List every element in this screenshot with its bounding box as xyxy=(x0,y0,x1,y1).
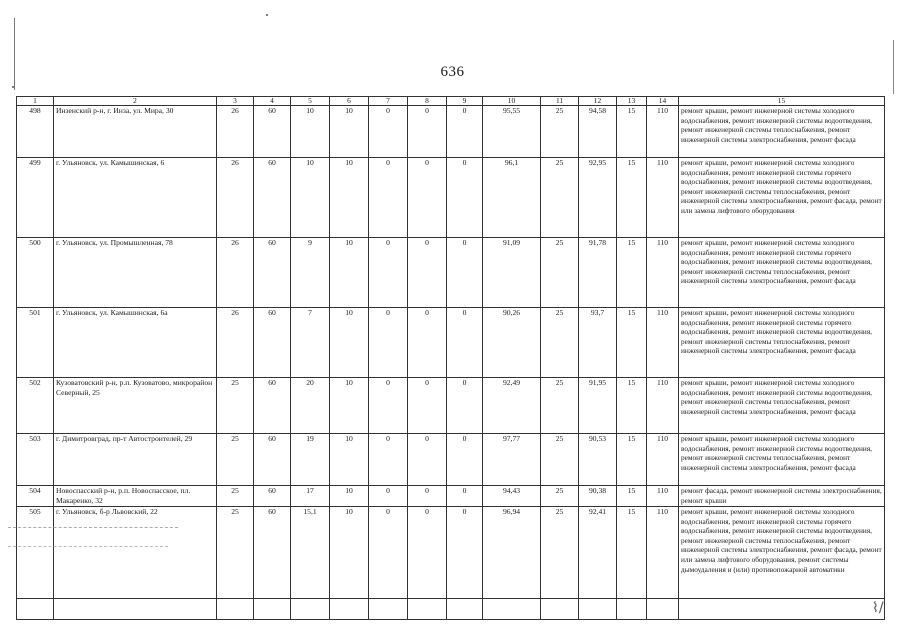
value-cell-col-5: 10 xyxy=(291,106,330,158)
value-cell-col-12: 94,58 xyxy=(579,106,617,158)
value-cell-col-9: 0 xyxy=(447,507,483,599)
value-cell-col-7: 0 xyxy=(369,507,408,599)
value-cell-col-8: 0 xyxy=(408,378,447,434)
value-cell-col-14: 110 xyxy=(647,158,679,238)
value-cell-col-13: 15 xyxy=(617,486,647,507)
row-number: 499 xyxy=(17,158,54,238)
value-cell-col-12: 91,78 xyxy=(579,238,617,308)
address-cell: г. Ульяновск, ул. Промышленная, 78 xyxy=(54,238,217,308)
value-cell-col-11: 25 xyxy=(541,378,579,434)
value-cell-col-14: 110 xyxy=(647,378,679,434)
value-cell-col-13: 15 xyxy=(617,158,647,238)
value-cell-col-7: 0 xyxy=(369,308,408,378)
table-row xyxy=(17,106,885,158)
value-cell-col-10: 96,1 xyxy=(483,158,541,238)
value-cell-col-10: 90,26 xyxy=(483,308,541,378)
row-number: 504 xyxy=(17,486,54,507)
value-cell-col-8: 0 xyxy=(408,308,447,378)
value-cell-col-7: 0 xyxy=(369,434,408,486)
column-header-11: 11 xyxy=(541,97,579,106)
table-row xyxy=(17,238,885,308)
value-cell-col-6: 10 xyxy=(330,238,369,308)
value-cell-col-3: 25 xyxy=(217,378,254,434)
value-cell-col-8: 0 xyxy=(408,507,447,599)
value-cell-col-13: 15 xyxy=(617,238,647,308)
works-list-cell: ремонт фасада, ремонт инженерной системы электроснабжения, ремонт крыши xyxy=(679,486,885,507)
value-cell-col-5: 17 xyxy=(291,486,330,507)
works-list-cell: ремонт крыши, ремонт инженерной системы холодного водоснабжения, ремонт инженерной системы горячего водоснабжения, ремонт инженерной системы водоотведения, ремонт инженерной системы теплоснабжения, ремонт инженерной системы электроснабжения, ремонт фасада xyxy=(679,238,885,308)
column-header-9: 9 xyxy=(447,97,483,106)
column-header-6: 6 xyxy=(330,97,369,106)
value-cell-col-4: 60 xyxy=(254,434,291,486)
value-cell-col-13: 15 xyxy=(617,507,647,599)
column-header-2: 2 xyxy=(54,97,217,106)
value-cell-col-12: 92,95 xyxy=(579,158,617,238)
row-number: 498 xyxy=(17,106,54,158)
value-cell-col-3: 26 xyxy=(217,308,254,378)
blank-cell xyxy=(369,599,408,620)
value-cell-col-14: 110 xyxy=(647,238,679,308)
value-cell-col-11: 25 xyxy=(541,106,579,158)
column-header-10: 10 xyxy=(483,97,541,106)
value-cell-col-10: 97,77 xyxy=(483,434,541,486)
value-cell-col-8: 0 xyxy=(408,158,447,238)
column-header-15: 15 xyxy=(679,97,885,106)
value-cell-col-6: 10 xyxy=(330,158,369,238)
value-cell-col-9: 0 xyxy=(447,486,483,507)
value-cell-col-4: 60 xyxy=(254,106,291,158)
column-header-14: 14 xyxy=(647,97,679,106)
value-cell-col-11: 25 xyxy=(541,308,579,378)
works-list-cell: ремонт крыши, ремонт инженерной системы холодного водоснабжения, ремонт инженерной системы водоотведения, ремонт инженерной системы теплоснабжения, ремонт инженерной системы электроснабжения, ремонт фасада xyxy=(679,106,885,158)
value-cell-col-4: 60 xyxy=(254,158,291,238)
value-cell-col-3: 26 xyxy=(217,238,254,308)
blank-row xyxy=(17,599,885,620)
blank-cell xyxy=(408,599,447,620)
value-cell-col-10: 96,94 xyxy=(483,507,541,599)
value-cell-col-13: 15 xyxy=(617,308,647,378)
page-number: 636 xyxy=(440,64,465,80)
value-cell-col-12: 90,53 xyxy=(579,434,617,486)
value-cell-col-7: 0 xyxy=(369,486,408,507)
value-cell-col-8: 0 xyxy=(408,434,447,486)
value-cell-col-9: 0 xyxy=(447,238,483,308)
value-cell-col-5: 19 xyxy=(291,434,330,486)
value-cell-col-8: 0 xyxy=(408,238,447,308)
value-cell-col-6: 10 xyxy=(330,507,369,599)
column-header-13: 13 xyxy=(617,97,647,106)
row-number: 503 xyxy=(17,434,54,486)
value-cell-col-12: 91,95 xyxy=(579,378,617,434)
value-cell-col-14: 110 xyxy=(647,106,679,158)
table-row xyxy=(17,434,885,486)
blank-cell xyxy=(679,599,885,620)
blank-cell xyxy=(17,599,54,620)
works-list-cell: ремонт крыши, ремонт инженерной системы холодного водоснабжения, ремонт инженерной системы горячего водоснабжения, ремонт инженерной системы водоотведения, ремонт инженерной системы теплоснабжения, ремонт инженерной системы электроснабжения, ремонт фасада, ремонт или замена лифтового оборудования, ремонт системы дымоудаления и (или) противопожарной автоматики xyxy=(679,507,885,599)
handwritten-mark: ⌇/ xyxy=(872,600,884,616)
address-cell: Инзенский р-н, г. Инза, ул. Мира, 30 xyxy=(54,106,217,158)
blank-cell xyxy=(217,599,254,620)
address-cell: Кузоватовский р-н, р.п. Кузоватово, микрорайон Северный, 25 xyxy=(54,378,217,434)
value-cell-col-7: 0 xyxy=(369,238,408,308)
column-number-row xyxy=(17,97,885,106)
scan-artifact-line xyxy=(8,527,178,528)
value-cell-col-13: 15 xyxy=(617,106,647,158)
scan-artifact-line xyxy=(8,546,168,547)
value-cell-col-14: 110 xyxy=(647,308,679,378)
value-cell-col-6: 10 xyxy=(330,434,369,486)
blank-cell xyxy=(579,599,617,620)
works-list-cell: ремонт крыши, ремонт инженерной системы холодного водоснабжения, ремонт инженерной системы горячего водоснабжения, ремонт инженерной системы водоотведения, ремонт инженерной системы теплоснабжения, ремонт инженерной системы электроснабжения, ремонт фасада xyxy=(679,308,885,378)
value-cell-col-11: 25 xyxy=(541,507,579,599)
value-cell-col-5: 20 xyxy=(291,378,330,434)
value-cell-col-11: 25 xyxy=(541,158,579,238)
value-cell-col-10: 94,43 xyxy=(483,486,541,507)
value-cell-col-7: 0 xyxy=(369,158,408,238)
registry-table xyxy=(16,96,885,620)
blank-cell xyxy=(291,599,330,620)
value-cell-col-8: 0 xyxy=(408,486,447,507)
value-cell-col-13: 15 xyxy=(617,434,647,486)
column-header-3: 3 xyxy=(217,97,254,106)
value-cell-col-9: 0 xyxy=(447,308,483,378)
table-row xyxy=(17,158,885,238)
column-header-4: 4 xyxy=(254,97,291,106)
value-cell-col-14: 110 xyxy=(647,434,679,486)
column-header-8: 8 xyxy=(408,97,447,106)
value-cell-col-12: 93,7 xyxy=(579,308,617,378)
works-list-cell: ремонт крыши, ремонт инженерной системы холодного водоснабжения, ремонт инженерной системы водоотведения, ремонт инженерной системы теплоснабжения, ремонт инженерной системы электроснабжения, ремонт фасада xyxy=(679,434,885,486)
value-cell-col-5: 10 xyxy=(291,158,330,238)
address-cell: г. Ульяновск, ул. Камышинская, 6а xyxy=(54,308,217,378)
table-body xyxy=(17,106,885,620)
column-header-7: 7 xyxy=(369,97,408,106)
value-cell-col-6: 10 xyxy=(330,308,369,378)
value-cell-col-9: 0 xyxy=(447,106,483,158)
column-header-5: 5 xyxy=(291,97,330,106)
value-cell-col-7: 0 xyxy=(369,106,408,158)
value-cell-col-3: 26 xyxy=(217,106,254,158)
row-number: 500 xyxy=(17,238,54,308)
value-cell-col-5: 7 xyxy=(291,308,330,378)
value-cell-col-3: 25 xyxy=(217,507,254,599)
address-cell: г. Ульяновск, ул. Камышинская, 6 xyxy=(54,158,217,238)
scan-speck xyxy=(266,14,268,16)
column-header-12: 12 xyxy=(579,97,617,106)
value-cell-col-4: 60 xyxy=(254,486,291,507)
value-cell-col-3: 25 xyxy=(217,434,254,486)
value-cell-col-12: 92,41 xyxy=(579,507,617,599)
value-cell-col-11: 25 xyxy=(541,238,579,308)
value-cell-col-9: 0 xyxy=(447,378,483,434)
value-cell-col-4: 60 xyxy=(254,507,291,599)
row-number: 502 xyxy=(17,378,54,434)
works-list-cell: ремонт крыши, ремонт инженерной системы холодного водоснабжения, ремонт инженерной системы водоотведения, ремонт инженерной системы теплоснабжения, ремонт инженерной системы электроснабжения, ремонт фасада xyxy=(679,378,885,434)
address-cell: г. Димитровград, пр-т Автостроителей, 29 xyxy=(54,434,217,486)
value-cell-col-10: 95,55 xyxy=(483,106,541,158)
scan-speck xyxy=(12,86,14,88)
row-number: 505 xyxy=(17,507,54,599)
address-cell: г. Ульяновск, б-р Львовский, 22 xyxy=(54,507,217,599)
value-cell-col-14: 110 xyxy=(647,486,679,507)
blank-cell xyxy=(483,599,541,620)
works-list-cell: ремонт крыши, ремонт инженерной системы холодного водоснабжения, ремонт инженерной системы горячего водоснабжения, ремонт инженерной системы водоотведения, ремонт инженерной системы теплоснабжения, ремонт инженерной системы электроснабжения, ремонт фасада, ремонт или замена лифтового оборудования xyxy=(679,158,885,238)
address-cell: Новоспасский р-н, р.п. Новоспасское, пл. Макаренко, 32 xyxy=(54,486,217,507)
table-row xyxy=(17,507,885,599)
value-cell-col-6: 10 xyxy=(330,486,369,507)
value-cell-col-5: 15,1 xyxy=(291,507,330,599)
value-cell-col-9: 0 xyxy=(447,158,483,238)
value-cell-col-7: 0 xyxy=(369,378,408,434)
table-row xyxy=(17,308,885,378)
table-row xyxy=(17,486,885,507)
value-cell-col-14: 110 xyxy=(647,507,679,599)
value-cell-col-6: 10 xyxy=(330,106,369,158)
value-cell-col-4: 60 xyxy=(254,308,291,378)
column-header-1: 1 xyxy=(17,97,54,106)
value-cell-col-10: 92,49 xyxy=(483,378,541,434)
row-number: 501 xyxy=(17,308,54,378)
value-cell-col-6: 10 xyxy=(330,378,369,434)
table-header xyxy=(17,97,885,106)
table-row xyxy=(17,378,885,434)
blank-cell xyxy=(541,599,579,620)
value-cell-col-10: 91,09 xyxy=(483,238,541,308)
value-cell-col-12: 90,38 xyxy=(579,486,617,507)
value-cell-col-8: 0 xyxy=(408,106,447,158)
value-cell-col-9: 0 xyxy=(447,434,483,486)
value-cell-col-3: 25 xyxy=(217,486,254,507)
value-cell-col-4: 60 xyxy=(254,378,291,434)
blank-cell xyxy=(617,599,647,620)
value-cell-col-4: 60 xyxy=(254,238,291,308)
value-cell-col-11: 25 xyxy=(541,434,579,486)
blank-cell xyxy=(54,599,217,620)
value-cell-col-5: 9 xyxy=(291,238,330,308)
value-cell-col-11: 25 xyxy=(541,486,579,507)
value-cell-col-13: 15 xyxy=(617,378,647,434)
blank-cell xyxy=(330,599,369,620)
blank-cell xyxy=(254,599,291,620)
blank-cell xyxy=(447,599,483,620)
value-cell-col-3: 26 xyxy=(217,158,254,238)
blank-cell xyxy=(647,599,679,620)
